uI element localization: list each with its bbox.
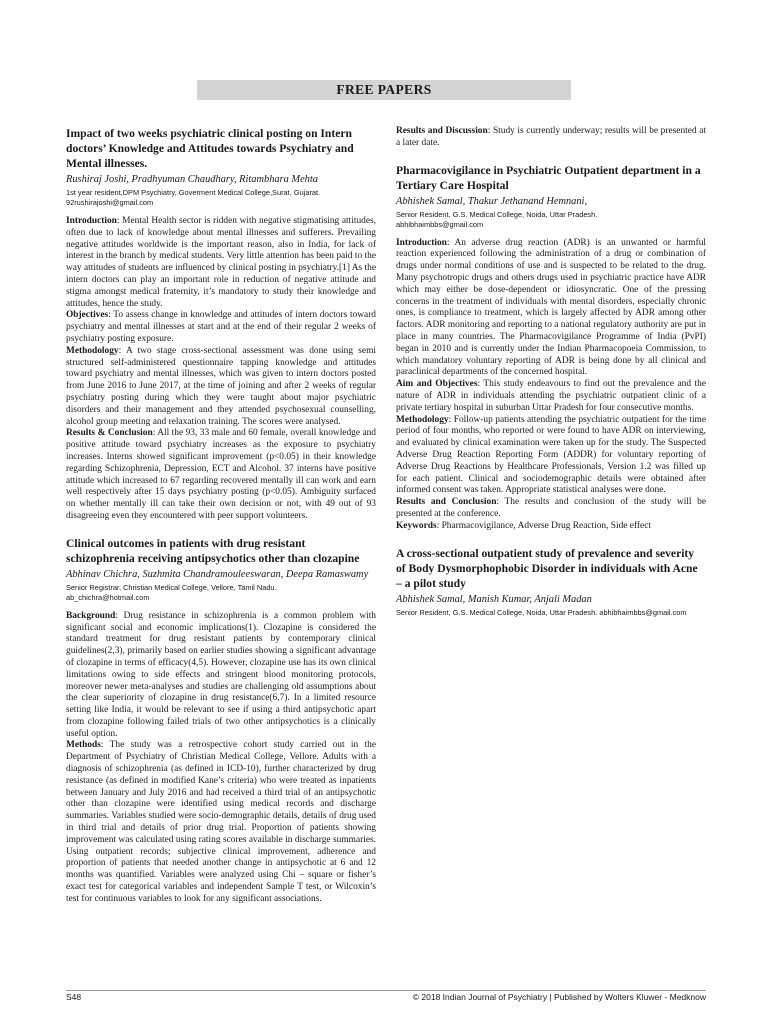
section-label: Methodology	[66, 345, 119, 356]
right-column	[396, 126, 706, 618]
section-text: This study endeavours to find out the prevalence and the nature of ADR in individuals attending the psychiatric outpatient clinic of a private tertiary hospital in suburban Uttar Pradesh for four consecutive months.	[396, 379, 706, 413]
paper-affiliation: Senior Registrar, Christian Medical College, Vellore, Tamil Nadu.	[66, 582, 277, 592]
footer-divider	[66, 990, 706, 991]
section-label: Introduction	[66, 216, 117, 226]
paper-authors: Abhinav Chichra, Suzhmita Chandramouleeswaran, Deepa Ramaswamy	[66, 568, 369, 580]
paper-4	[396, 546, 706, 618]
paper-title: Pharmacovigilance in Psychiatric Outpatient department in a Tertiary Care Hospital	[396, 163, 701, 192]
section-label: Results & Conclusion	[66, 428, 153, 439]
paper-email[interactable]: 92rushirajoshi@gmail.com	[66, 198, 154, 207]
section-label: Introduction	[396, 237, 447, 248]
section-methodology: Methodology: A two stage cross-sectional assessment was done using semi structured self-administered questionnaire tapping knowledge and attitudes toward psychiatry and mental illnesses, which was given to intern doctors posted from June 2016 to June 2017, at the time of joining and after 2 weeks of regular psychiatry posting during which they were taught about major psychiatric disorders and their management and they attended psychosexual counselling, alcohol group meeting and relaxation training. The scores were analysed.	[66, 345, 376, 427]
paper-authors: Rushiraj Joshi, Pradhyuman Chaudhary, Ritambhara Mehta	[66, 174, 318, 185]
section-results: Results and Conclusion: The results and conclusion of the study will be presented at the conference.	[396, 497, 707, 519]
section-results-discussion: Results and Discussion: Study is currently underway; results will be presented at a later date.	[396, 126, 706, 148]
section-aims: Aim and Objectives: This study endeavours to find out the prevalence and the nature of ADR in individuals attending the psychiatric outpatient clinic of a private tertiary hospital in suburban Uttar Pradesh for four consecutive months.	[396, 379, 706, 413]
section-text: To assess change in knowledge and attitudes of intern doctors toward psychiatry and mental illnesses at start and at the end of their regular 2 weeks of psychiatry posting exposure.	[66, 310, 376, 344]
section-introduction: Introduction: An adverse drug reaction (ADR) is an unwanted or harmful reaction experienced following the administration of a drug or combination of drugs under normal conditions of use and is suspected to be related to the drug. Many psychotropic drugs and others drugs used in psychiatric practice have ADR which may either be dose-dependent or idiosyncratic. One of the pressing concerns in the treatment of individuals with mental disorders, especially chronic ones, is compliance to treatment, which is largely affected by ADR among other factors. ADR monitoring and reporting to a national regulatory authority are put in place in many countries. The Pharmacovigilance Programme of India (PvPI) began in 2010 and is currently under the Indian Pharmacopoeia Commission, to which mandatory voluntary reporting of ADR is being done by all clinical and paraclinical departments of the concerned hospital.	[396, 237, 706, 378]
paper-authors: Abhishek Samal, Thakur Jethanand Hemnani,	[396, 195, 588, 207]
paper-authors: Abhishek Samal, Manish Kumar, Anjali Madan	[396, 593, 592, 605]
section-methodology: Methodology: Follow-up patients attending the psychiatric outpatient for the time period of four months, who reported or were found to have ADR on interviewing, and evaluated by clinical examination were taken up for the study. The Suspected Adverse Drug Reaction Reporting Form (ADDR) for voluntary reporting of Adverse Drug Reactions by Healthcare Professionals, Version 1.2 was filled up for each patient. Clinical and sociodemographic details were obtained after informed consent was taken. Appropriate statistical analyses were done.	[396, 414, 707, 496]
section-text: Study is currently underway; results will be presented at a later date.	[396, 126, 706, 148]
left-column	[66, 126, 376, 906]
section-methods: Methods: The study was a retrospective cohort study carried out in the Department of Psychiatry of Christian Medical College, Vellore. Adults with a diagnosis of schizophrenia (as defined in ICD-10), further characterized by drug resistance (as defined in modified Kane’s criteria) who were treated as inpatients between January and July 2016 and had received a third trial of an antipsychotic other than clozapine were identified using medical records and discharge summaries. Variables studied were socio-demographic details, details of drug used in third trial and details of prior drug trial. Proportion of patients showing improvement was calculated using rating scores available in discharge summaries. Using outpatient records; subjective clinical improvement, adherence and proportion of patients that needed another change in antipsychotic at 6 and 12 months was quantified. Variables were analyzed using Chi – square or fisher’s exact test for categorical variables and independent Sample T test, or Wilcoxin’s test for continuous variables to look for any significant associations.	[66, 740, 376, 904]
section-label: Keywords	[396, 520, 437, 531]
section-background: Background: Drug resistance in schizophrenia is a common problem with significant social and economic implications(1). Clozapine is considered the standard treatment for drug resistant patients by contemporary clinical guidelines(2,3), primarily based on earlier studies showing a significant advantage of clozapine in terms of efficacy(4,5). However, clozapine use has its own clinical limitations owing to side effects and stringent blood monitoring protocols, moreover newer meta-analyses and studies are challenging old assumptions about the clear superiority of clozapine in drug resistance(6,7). In a limited resource setting like India, it would be relevant to see if using a third antipsychotic apart from clozapine following failed trials of two other antipsychotics is a clinically useful option.	[66, 610, 376, 739]
section-banner: FREE PAPERS	[197, 80, 571, 100]
paper-email[interactable]: ab_chichra@hotmail.com	[66, 592, 150, 602]
paper-title: Clinical outcomes in patients with drug resistant schizophrenia receiving antipsychotics other than clozapine	[66, 536, 360, 565]
paper-affiliation: Senior Resident, G.S. Medical College, Noida, Uttar Pradesh.	[396, 209, 598, 219]
paper-3	[396, 163, 706, 533]
section-label: Aim and Objectives	[396, 379, 478, 390]
paper-affiliation: 1st year resident,DPM Psychiatry, Goverment Medical College,Surat, Gujarat.	[66, 188, 321, 197]
section-results: Results & Conclusion: All the 93, 33 male and 60 female, overall knowledge and positive attitude toward psychiatry increases as the exposure to psychiatry increases. Interns showed significant improvement (p<0.05) in their knowledge regarding Schizophrenia, Depression, ECT and Alcohol. 37 interns have positive attitude which increased to 67 regarding recovered mentally ill can work and earn well respectively after 15 days psychiatry posting (p<0.05). Ambiguity surfaced on whether mentally ill can take their own decision or not, with 49 out of 93 disagreeing even they encountered with peer support volunteers.	[66, 428, 376, 521]
section-text: A two stage cross-sectional assessment was done using semi structured self-administered questionnaire tapping knowledge and attitudes toward psychiatry and mental illnesses, which was given to intern doctors posted from June 2016 to June 2017, at the time of joining and after 2 weeks of regular psychiatry posting during which they were taught about major psychiatric disorders and their management and they attended psychosexual counselling, alcohol group meeting and relaxation training. The scores were analysed.	[66, 345, 376, 427]
section-label: Results and Discussion	[396, 126, 488, 136]
section-introduction: Introduction: Mental Health sector is ridden with negative stigmatising attitudes, often due to lack of knowledge about mental illnesses and sufferers. Prevailing negative attitudes worldwide is the important reason, also in India, for lack of interest in the branch by medical students. Very little attention has been paid to the way attitudes of students are influenced by clinical posting in psychiatry.[1] As the intern doctors can play an important role in reduction of negative attitude and stigma amongst medical fraternity, it’s mandatory to study their knowledge and attitudes, hence the study.	[66, 216, 377, 309]
section-label: Methods	[66, 740, 101, 751]
paper-title: Impact of two weeks psychiatric clinical posting on Intern doctors’ Knowledge and Attitudes towards Psychiatry and Mental illnesses.	[66, 127, 354, 170]
section-label: Results and Conclusion	[396, 497, 497, 508]
paper-1	[66, 126, 376, 523]
section-text: Follow-up patients attending the psychiatric outpatient for the time period of four months, who reported or were found to have ADR on interviewing, and evaluated by clinical examination were taken up for the study. The Suspected Adverse Drug Reaction Reporting Form (ADDR) for voluntary reporting of Adverse Drug Reactions by Healthcare Professionals, Version 1.2 was filled up for each patient. Clinical and sociodemographic details were obtained after informed consent was taken. Appropriate statistical analyses were done.	[396, 414, 707, 496]
section-text: The results and conclusion of the study will be presented at the conference.	[396, 497, 707, 519]
section-objectives: Objectives: To assess change in knowledge and attitudes of intern doctors toward psychiatry and mental illnesses at start and at the end of their regular 2 weeks of psychiatry posting exposure.	[66, 310, 376, 344]
page-number: S48	[66, 992, 82, 1002]
section-label: Background	[66, 610, 116, 621]
paper-email[interactable]: abhibhaimbbs@gmail.com	[396, 219, 484, 229]
section-text: All the 93, 33 male and 60 female, overall knowledge and positive attitude toward psychiatry increases as the exposure to psychiatry increases. Interns showed significant improvement (p<0.05) in their knowledge regarding Schizophrenia, Depression, ECT and Alcohol. 37 interns have positive attitude which increased to 67 regarding recovered mentally ill can work and earn well respectively after 15 days psychiatry posting (p<0.05). Ambiguity surfaced on whether mentally ill can take their own decision or not, with 49 out of 93 disagreeing even they encountered with peer support volunteers.	[66, 428, 376, 521]
section-text: Pharmacovigilance, Adverse Drug Reaction, Side effect	[441, 520, 651, 531]
paper-2	[66, 536, 376, 906]
section-text: An adverse drug reaction (ADR) is an unwanted or harmful reaction experienced following the administration of a drug or combination of drugs under normal conditions of use and is suspected to be related to the drug. Many psychotropic drugs and others drugs used in psychiatric practice have ADR which may either be dose-dependent or idiosyncratic. One of the pressing concerns in the treatment of individuals with mental disorders, especially chronic ones, is compliance to treatment, which is largely affected by ADR among other factors. ADR monitoring and reporting to a national regulatory authority are put in place in many countries. The Pharmacovigilance Programme of India (PvPI) began in 2010 and is currently under the Indian Pharmacopoeia Commission, to which mandatory voluntary reporting of ADR is being done by all clinical and paraclinical departments of the concerned hospital.	[396, 237, 706, 378]
paper-title: A cross-sectional outpatient study of prevalence and severity of Body Dysmorphophobic Disorder in individuals with Acne – a pilot study	[396, 546, 698, 590]
section-keywords: Keywords: Pharmacovigilance, Adverse Drug Reaction, Side effect	[396, 520, 651, 531]
section-text: Mental Health sector is ridden with negative stigmatising attitudes, often due to lack of knowledge about mental illnesses and sufferers. Prevailing negative attitudes worldwide is the important reason, also in India, for lack of interest in the branch by medical students. Very little attention has been paid to the way attitudes of students are influenced by clinical posting in psychiatry.[1] As the intern doctors can play an important role in reduction of negative attitude and stigma amongst medical fraternity, it’s mandatory to study their knowledge and attitudes, hence the study.	[66, 216, 377, 309]
footer-copyright: © 2018 Indian Journal of Psychiatry | Published by Wolters Kluwer - Medknow	[412, 992, 706, 1002]
paper-affiliation: Senior Resident, G.S. Medical College, Noida, Uttar Pradesh. abhibhaimbbs@gmail.com	[396, 607, 687, 617]
section-label: Objectives	[66, 310, 109, 321]
section-label: Methodology	[396, 414, 449, 425]
section-text: Drug resistance in schizophrenia is a common problem with significant social and economic implications(1). Clozapine is considered the standard treatment for drug resistant patients by contemporary clinical guidelines(2,3), primarily based on earlier studies showing a significant advantage of clozapine in terms of efficacy(4,5). However, clozapine use has its own clinical limitations owing to side effects and stringent blood monitoring protocols, moreover newer meta-analyses and studies are challenging old assumptions about the clear superiority of clozapine in drug resistance(6,7). In a limited resource setting like India, it would be relevant to see if using a third antipsychotic apart from clozapine following failed trials of two other antipsychotics is a clinically useful option.	[66, 610, 376, 739]
section-text: The study was a retrospective cohort study carried out in the Department of Psychiatry of Christian Medical College, Vellore. Adults with a diagnosis of schizophrenia (as defined in ICD-10), further characterized by drug resistance (as defined in modified Kane’s criteria) who were treated as inpatients between January and July 2016 and had received a third trial of an antipsychotic other than clozapine were identified using medical records and discharge summaries. Variables studied were socio-demographic details, details of drug used in third trial and details of prior drug trial. Proportion of patients showing improvement was calculated using rating scores available in discharge summaries. Using outpatient records; subjective clinical improvement, adherence and proportion of patients that needed another change in antipsychotic at 6 and 12 months was quantified. Variables were analyzed using Chi – square or fisher’s exact test for categorical variables and independent Sample T test, or Wilcoxin’s test for continuous variables to look for any significant associations.	[66, 740, 376, 904]
